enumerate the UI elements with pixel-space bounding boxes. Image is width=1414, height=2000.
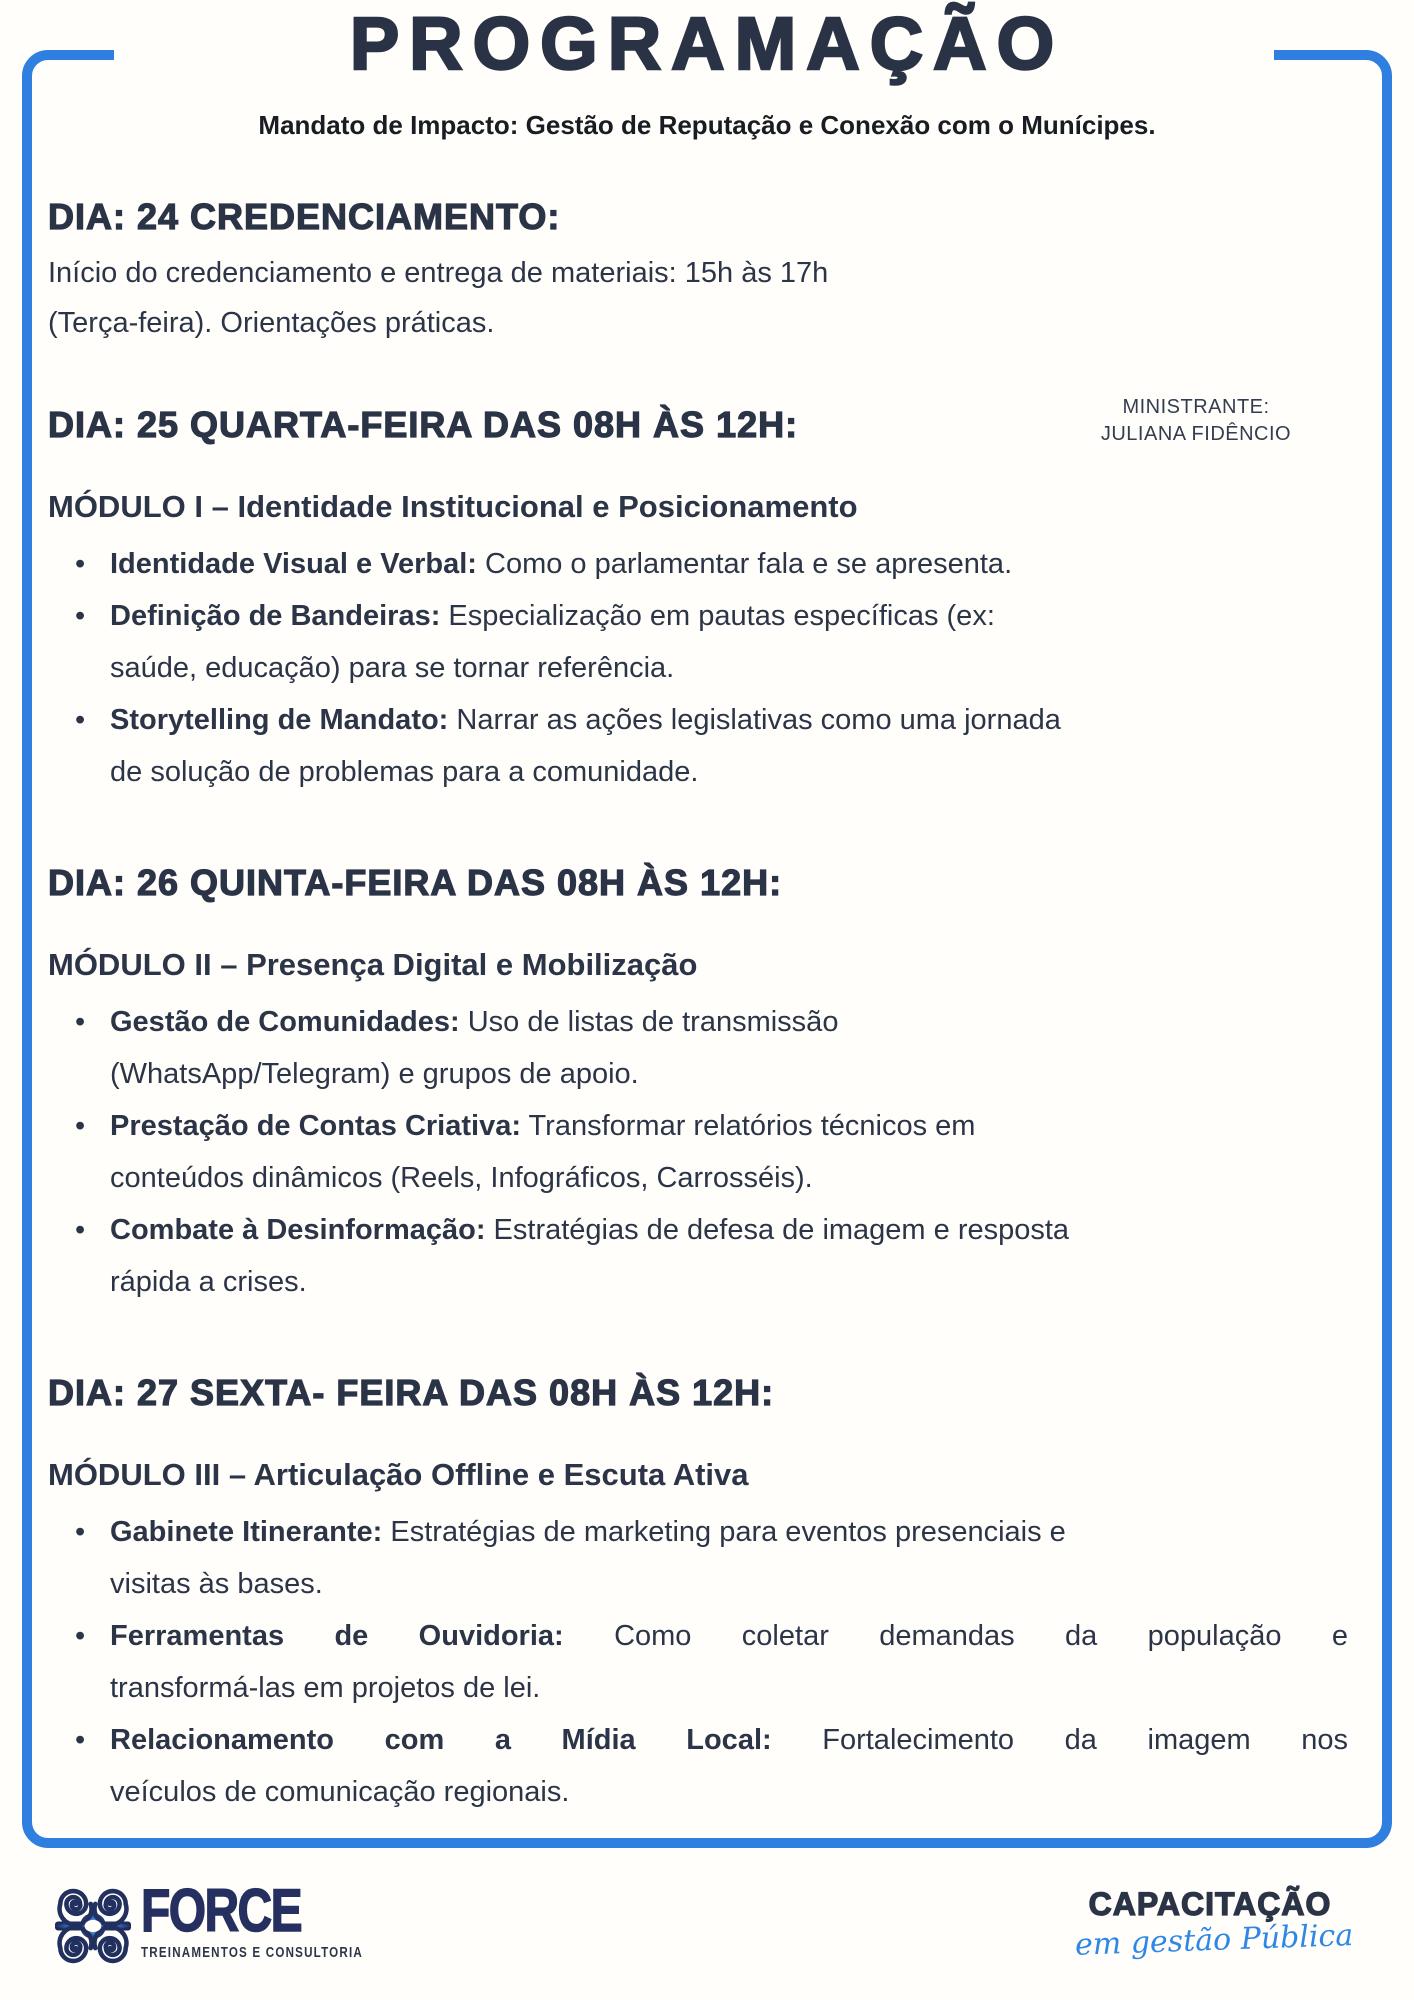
day26-heading: DIA: 26 QUINTA-FEIRA DAS 08H ÀS 12H: — [48, 862, 783, 903]
capacitacao-logo — [1074, 1886, 1354, 1963]
bullet-icon: • — [75, 1516, 86, 1548]
minister-name: JULIANA FIDÊNCIO — [1100, 423, 1292, 445]
day24-heading: DIA: 24 CREDENCIAMENTO: — [48, 196, 561, 237]
list-item: • Prestação de Contas Criativa: Transformar relatórios técnicos em conteúdos dinâmicos (Reels, Infográficos, Carrosséis). — [48, 1100, 1348, 1204]
module-3-heading: MÓDULO III – Articulação Offline e Escuta Ativa — [48, 1457, 749, 1492]
bullet-icon: • — [75, 1620, 86, 1652]
bullet-icon: • — [75, 1724, 86, 1756]
list-item: • Relacionamento com a Mídia Local: Fortalecimento da imagem nos veículos de comunicação regionais. — [48, 1714, 1348, 1818]
subtitle: Mandato de Impacto: Gestão de Reputação e Conexão com o Munícipes. — [258, 110, 1156, 140]
bullet-icon: • — [75, 704, 86, 736]
schedule-content — [48, 196, 1348, 1818]
list-item: • Gabinete Itinerante: Estratégias de marketing para eventos presenciais e visitas às bases. — [48, 1506, 1348, 1610]
bullet-icon: • — [75, 1110, 86, 1142]
day24-line1: Início do credenciamento e entrega de materiais: 15h às 17h — [48, 257, 829, 289]
bullet-icon: • — [75, 548, 86, 580]
bullet-icon: • — [75, 600, 86, 632]
day24-description — [48, 248, 1348, 348]
list-item: • Combate à Desinformação: Estratégias de defesa de imagem e resposta rápida a crises. — [48, 1204, 1348, 1308]
list-item: • Definição de Bandeiras: Especialização em pautas específicas (ex: saúde, educação) para se tornar referência. — [48, 590, 1348, 694]
module-2-list — [48, 996, 1348, 1308]
bullet-icon: • — [75, 1214, 86, 1246]
force-wordmark: FORCE — [141, 1877, 301, 1944]
list-item: • Gestão de Comunidades: Uso de listas de transmissão (WhatsApp/Telegram) e grupos de apoio. — [48, 996, 1348, 1100]
spiral-flower-icon — [55, 1882, 131, 1970]
force-wordmark-block — [141, 1877, 363, 1961]
day25-heading: DIA: 25 QUARTA-FEIRA DAS 08H ÀS 12H: — [48, 404, 799, 445]
list-item: • Ferramentas de Ouvidoria: Como coletar demandas da população e transformá-las em projetos de lei. — [48, 1610, 1348, 1714]
list-item: • Storytelling de Mandato: Narrar as ações legislativas como uma jornada de solução de problemas para a comunidade. — [48, 694, 1348, 798]
module-3-list — [48, 1506, 1348, 1818]
list-item: • Identidade Visual e Verbal: Como o parlamentar fala e se apresenta. — [48, 538, 1348, 590]
day24-line2: (Terça-feira). Orientações práticas. — [48, 307, 495, 339]
minister-label: MINISTRANTE: — [1122, 396, 1270, 418]
module-2-heading: MÓDULO II – Presença Digital e Mobilização — [48, 947, 698, 982]
capacitacao-wordmark: CAPACITAÇÃO — [1088, 1886, 1332, 1922]
module-1-list — [48, 538, 1348, 798]
page-title: PROGRAMAÇÃO — [349, 2, 1065, 85]
force-logo — [55, 1877, 418, 1970]
capacitacao-script: em gestão Pública — [1074, 1918, 1354, 1963]
bullet-icon: • — [75, 1006, 86, 1038]
module-1-heading: MÓDULO I – Identidade Institucional e Posicionamento — [48, 489, 858, 524]
force-tagline: TREINAMENTOS E CONSULTORIA — [141, 1945, 363, 1961]
day27-heading: DIA: 27 SEXTA- FEIRA DAS 08H ÀS 12H: — [48, 1372, 775, 1413]
